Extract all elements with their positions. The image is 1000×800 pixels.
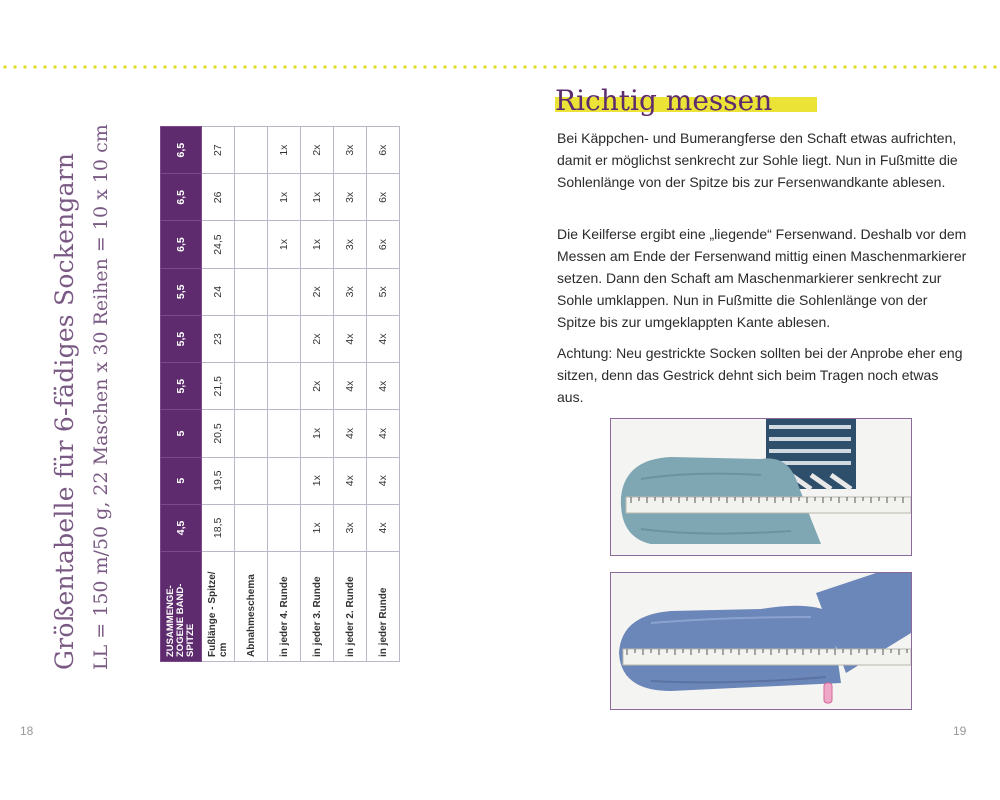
paragraph-2: Die Keilferse ergibt eine „liegende“ Fersenwand. Deshalb vor dem Messen am Ende der Fersenwand mittig einen Maschenmarkierer setzen. Dann den Schaft am Maschenmarkierer senkrecht zur Sohle umklappen. Nun in Fußmitte die Sohlenlänge von der Spitze bis zur umgeklappten Kante ablesen. — [557, 226, 967, 330]
table-cell: 23 — [202, 315, 235, 362]
table-cell: 4x — [334, 363, 367, 410]
table-cell: 4x — [334, 315, 367, 362]
table-header-cell: 5 — [161, 457, 202, 504]
table-cell — [268, 268, 301, 315]
table-cell — [268, 363, 301, 410]
table-cell: 1x — [301, 457, 334, 504]
table-cell: 1x — [301, 174, 334, 221]
table-cell — [268, 410, 301, 457]
table-cell: 2x — [301, 315, 334, 362]
table-header-label: ZUSAMMENGE- ZOGENE BAND- SPITZE — [161, 552, 202, 662]
table-cell — [268, 504, 301, 551]
table-cell: 4x — [367, 410, 400, 457]
row-label: in jeder Runde — [367, 552, 400, 662]
table-cell: 20,5 — [202, 410, 235, 457]
table-row — [367, 127, 400, 662]
row-label: in jeder 4. Runde — [268, 552, 301, 662]
table-row — [202, 127, 235, 662]
table-row — [268, 127, 301, 662]
row-label: in jeder 3. Runde — [301, 552, 334, 662]
table-cell: 1x — [268, 174, 301, 221]
table-cell — [235, 268, 268, 315]
table-cell: 2x — [301, 268, 334, 315]
sock-illustration-2 — [611, 573, 911, 709]
table-row — [334, 127, 367, 662]
table-cell: 6x — [367, 127, 400, 174]
table-cell: 1x — [268, 127, 301, 174]
size-table-section — [30, 110, 430, 670]
dotted-divider — [0, 64, 1000, 70]
page-number-right: 19 — [953, 724, 967, 738]
table-header-cell: 6,5 — [161, 174, 202, 221]
row-label: Fußlänge - Spitze/ cm — [202, 552, 235, 662]
page-number-left: 18 — [20, 724, 34, 738]
paragraph-3: Achtung: Neu gestrickte Socken sollten bei der Anprobe eher eng sitzen, denn das Gestrick dehnt sich beim Tragen noch etwas aus. — [557, 345, 963, 405]
table-row — [301, 127, 334, 662]
table-cell: 4x — [367, 457, 400, 504]
table-cell: 27 — [202, 127, 235, 174]
table-cell — [235, 127, 268, 174]
table-cell: 24,5 — [202, 221, 235, 268]
table-cell: 24 — [202, 268, 235, 315]
table-header-cell: 5,5 — [161, 363, 202, 410]
table-cell: 1x — [301, 410, 334, 457]
table-cell — [235, 315, 268, 362]
table-header-row — [161, 127, 202, 662]
table-header-cell: 5,5 — [161, 268, 202, 315]
table-cell: 1x — [301, 221, 334, 268]
table-cell: 3x — [334, 221, 367, 268]
table-cell — [235, 457, 268, 504]
table-cell: 3x — [334, 174, 367, 221]
table-header-cell: 5 — [161, 410, 202, 457]
table-header-cell: 6,5 — [161, 127, 202, 174]
table-cell: 19,5 — [202, 457, 235, 504]
paragraph-1: Bei Käppchen- und Bumerangferse den Schaft etwas aufrichten, damit er möglichst senkrecht zur Sohle liegt. Nun in Fußmitte die Sohlenlänge von der Spitze bis zur Fersenwandkante ablesen. — [557, 130, 958, 190]
table-cell: 6x — [367, 221, 400, 268]
table-cell: 3x — [334, 504, 367, 551]
table-cell — [235, 410, 268, 457]
row-label: Abnahmeschema — [235, 552, 268, 662]
size-table — [160, 126, 400, 662]
sock-illustration-1 — [611, 419, 911, 555]
photo-sock-measure-1 — [610, 418, 912, 556]
row-label: in jeder 2. Runde — [334, 552, 367, 662]
table-cell: 3x — [334, 127, 367, 174]
table-cell: 4x — [367, 504, 400, 551]
table-cell: 4x — [367, 363, 400, 410]
photo-sock-measure-2 — [610, 572, 912, 710]
heading-block — [555, 86, 772, 116]
table-subtitle: LL = 150 m/50 g, 22 Maschen x 30 Reihen = 10 x 10 cm — [90, 124, 112, 670]
table-cell: 6x — [367, 174, 400, 221]
table-header-cell: 6,5 — [161, 221, 202, 268]
table-cell: 3x — [334, 268, 367, 315]
table-header-cell: 4,5 — [161, 504, 202, 551]
table-cell — [235, 363, 268, 410]
table-cell: 5x — [367, 268, 400, 315]
table-cell: 2x — [301, 363, 334, 410]
table-cell — [235, 504, 268, 551]
table-cell: 1x — [268, 221, 301, 268]
table-cell: 2x — [301, 127, 334, 174]
table-cell: 21,5 — [202, 363, 235, 410]
table-cell: 18,5 — [202, 504, 235, 551]
table-header-cell: 5,5 — [161, 315, 202, 362]
table-cell: 26 — [202, 174, 235, 221]
table-row — [235, 127, 268, 662]
table-cell — [235, 174, 268, 221]
table-cell: 4x — [334, 457, 367, 504]
page-heading: Richtig messen — [555, 84, 773, 117]
table-title: Größentabelle für 6-fädiges Sockengarn — [50, 152, 79, 670]
table-cell: 4x — [334, 410, 367, 457]
table-cell: 4x — [367, 315, 400, 362]
table-cell: 1x — [301, 504, 334, 551]
table-cell — [268, 315, 301, 362]
table-cell — [268, 457, 301, 504]
table-cell — [235, 221, 268, 268]
